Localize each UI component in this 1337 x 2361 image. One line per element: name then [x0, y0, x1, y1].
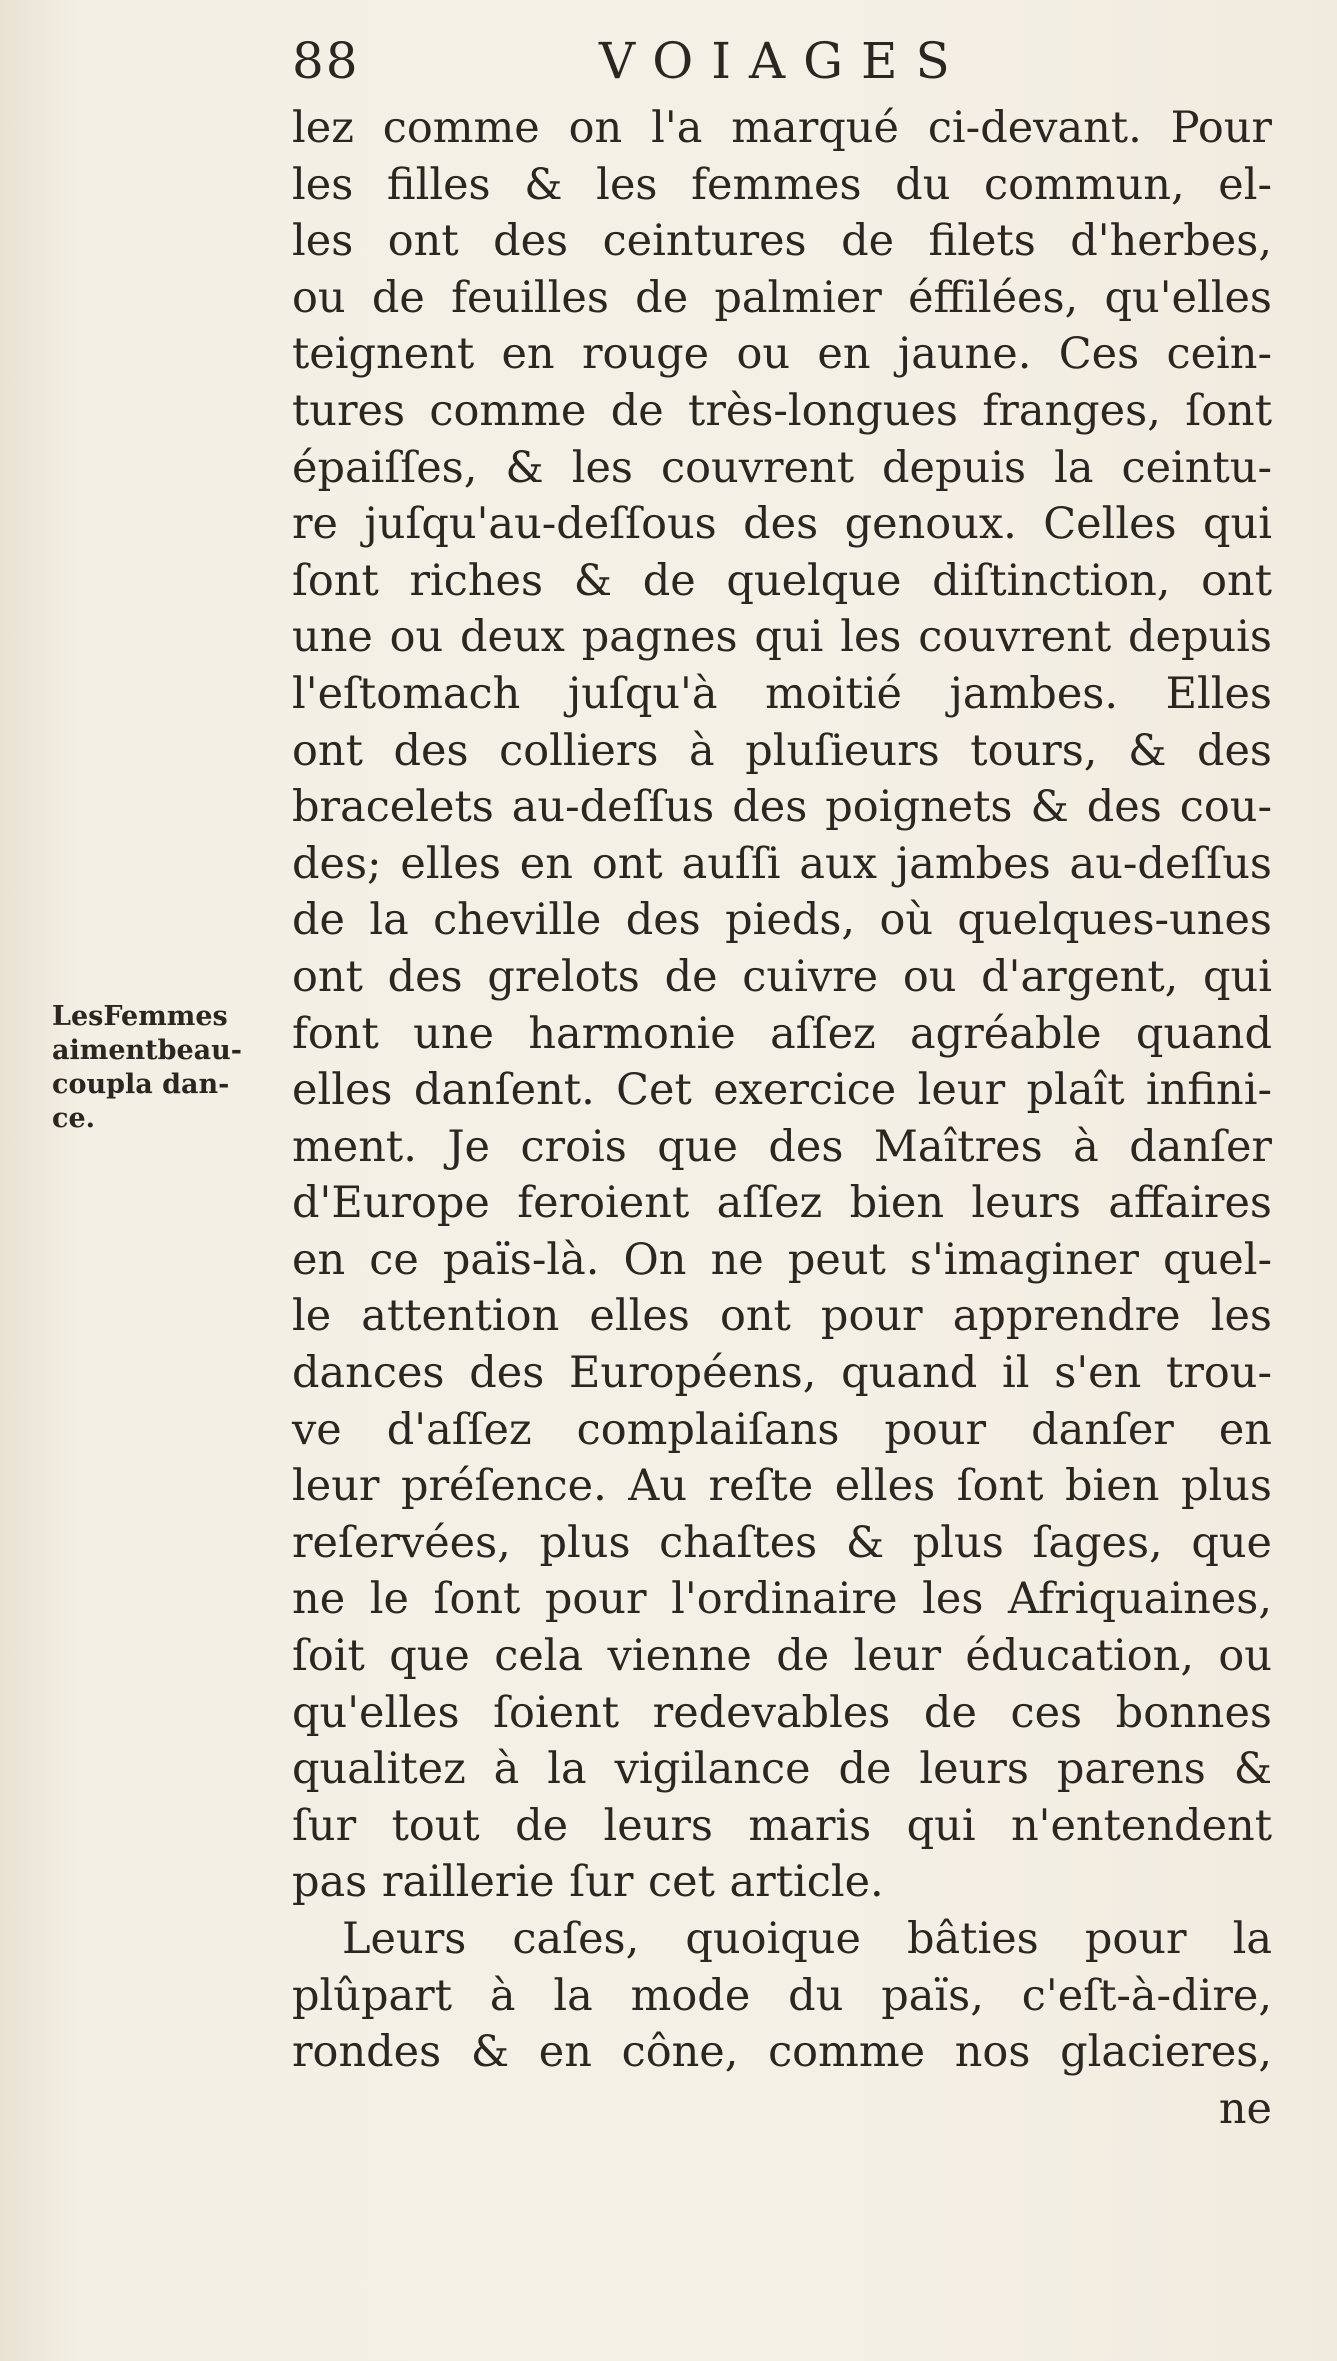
text-line: dances des Européens, quand il s'en trou-: [292, 1348, 1272, 1399]
text-line: ment. Je crois que des Maîtres à danſer: [292, 1121, 1272, 1172]
text-line: ont des colliers à pluſieurs tours, & des: [292, 725, 1272, 776]
text-line: rondes & en cône, comme nos glacieres,: [292, 2027, 1272, 2078]
margin-note: [52, 1000, 292, 1136]
text-line: ve d'aſſez complaiſans pour danſer en: [292, 1404, 1272, 1455]
margin-note-line: LesFemmes: [52, 1001, 228, 1032]
text-line: teignent en rouge ou en jaune. Ces cein-: [292, 329, 1272, 380]
text-line: les filles & les femmes du commun, el-: [292, 159, 1272, 210]
margin-note-line: coupla dan-: [52, 1069, 230, 1100]
text-line: l'eſtomach juſqu'à moitié jambes. Elles: [292, 668, 1272, 719]
text-line: ſur tout de leurs maris qui n'entendent: [292, 1800, 1272, 1851]
text-line: le attention elles ont pour apprendre les: [292, 1291, 1272, 1342]
text-line: tures comme de très-longues franges, ſont: [292, 385, 1272, 436]
text-line: des; elles en ont auſſi aux jambes au-deſſus: [292, 838, 1272, 889]
margin-note-line: aimentbeau-: [52, 1035, 242, 1066]
text-line: une ou deux pagnes qui les couvrent depuis: [292, 612, 1272, 663]
text-line: d'Europe feroient aſſez bien leurs affaires: [292, 1178, 1272, 1229]
margin-note-line: ce.: [52, 1103, 96, 1134]
text-line: ou de feuilles de palmier éffilées, qu'elles: [292, 272, 1272, 323]
text-line: re juſqu'au-deſſous des genoux. Celles qui: [292, 499, 1272, 550]
text-line: plûpart à la mode du païs, c'eſt-à-dire,: [292, 1970, 1272, 2021]
text-line: les ont des ceintures de filets d'herbes,: [292, 216, 1272, 267]
text-line: bracelets au-deſſus des poignets & des cou-: [292, 782, 1272, 833]
text-line: ont des grelots de cuivre ou d'argent, qui: [292, 951, 1272, 1002]
page-header: [292, 26, 1032, 96]
text-line: font une harmonie aſſez agréable quand: [292, 1008, 1272, 1059]
text-line: qualitez à la vigilance de leurs parens &: [292, 1744, 1272, 1795]
body-text: [292, 100, 1272, 2137]
text-line: Leurs caſes, quoique bâties pour la: [342, 1914, 1272, 1964]
text-line: pas raillerie ſur cet article.: [292, 1857, 884, 1908]
text-line: épaiſſes, & les couvrent depuis la ceintu-: [292, 442, 1272, 493]
text-line: lez comme on l'a marqué ci-devant. Pour: [292, 103, 1272, 153]
catchword: ne: [1218, 2083, 1272, 2134]
text-line: reſervées, plus chaſtes & plus ſages, que: [292, 1517, 1272, 1568]
text-line: qu'elles ſoient redevables de ces bonnes: [292, 1687, 1272, 1738]
text-line: ne le ſont pour l'ordinaire les Afriquaines,: [292, 1574, 1272, 1625]
page-number: 88: [292, 32, 360, 90]
text-line: elles danſent. Cet exercice leur plaît infini-: [292, 1065, 1272, 1116]
text-line: leur préſence. Au reſte elles ſont bien plus: [292, 1461, 1272, 1512]
text-line: de la cheville des pieds, où quelques-unes: [292, 895, 1272, 946]
text-line: ſont riches & de quelque diſtinction, ont: [292, 555, 1272, 606]
text-line: en ce païs-là. On ne peut s'imaginer quel-: [292, 1234, 1272, 1285]
running-head: VOIAGES: [599, 32, 968, 90]
text-line: ſoit que cela vienne de leur éducation, ou: [292, 1631, 1272, 1682]
